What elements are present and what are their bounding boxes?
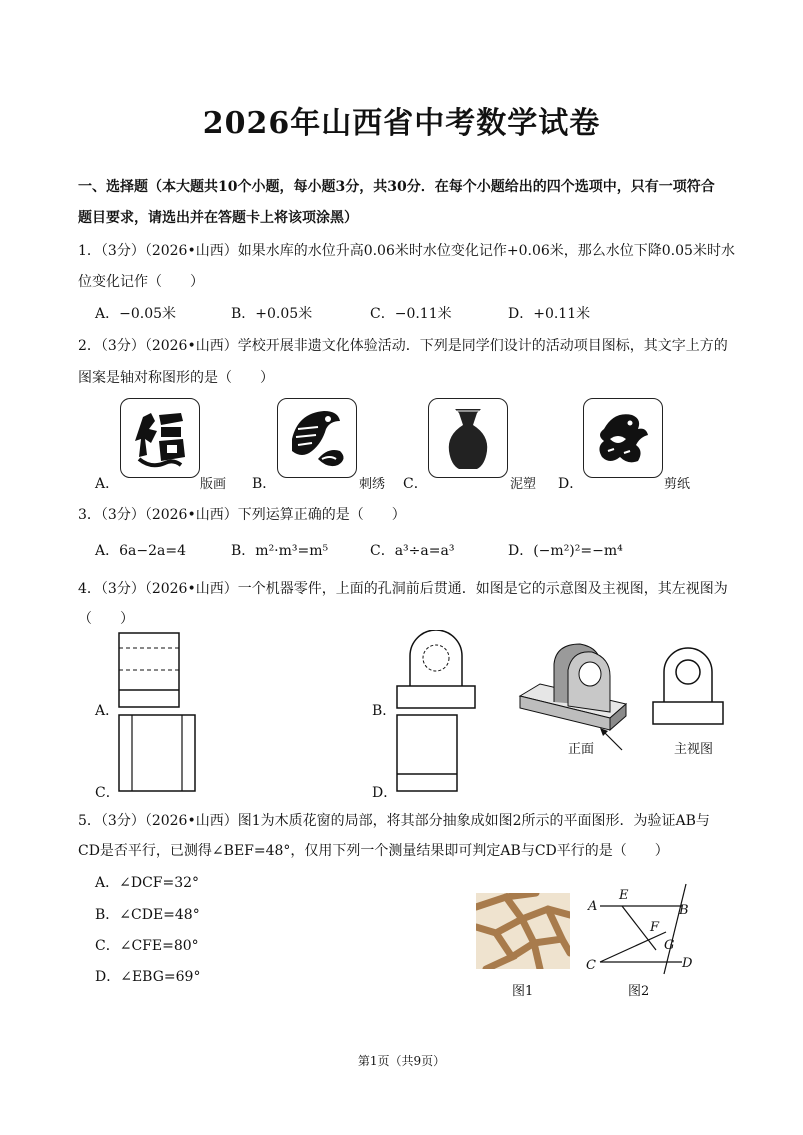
question-5-line1: 5．（3分）（2026•山西）图1为木质花窗的局部，将其部分抽象成如图2所示的平面图形．为验证AB与 [78, 813, 710, 829]
dragon-papercut-icon [583, 398, 663, 478]
point-d-label: D [682, 956, 693, 971]
point-b-label: B [679, 903, 689, 918]
q1-option-b: B．+0.05米 [231, 306, 313, 322]
q3-option-b: B．m²·m³=m⁵ [231, 543, 329, 559]
section-header-line2: 题目要求，请选出并在答题卡上将该项涂黑） [78, 210, 358, 226]
wooden-lattice-photo [476, 893, 570, 969]
q4-option-c-letter: C． [95, 785, 120, 801]
q2-option-a-caption: 版画 [200, 477, 227, 492]
q2-option-b-caption: 刺绣 [359, 477, 386, 492]
q4-option-d-letter: D． [372, 785, 398, 801]
q5-option-b: B．∠CDE=48° [95, 907, 200, 923]
q4-option-a-letter: A． [95, 703, 120, 719]
q4-option-d-figure [396, 714, 460, 794]
q4-option-c-figure [118, 714, 198, 794]
q4-option-b-letter: B． [372, 703, 397, 719]
question-5-line2: CD是否平行，已测得∠BEF=48°，仅用下列一个测量结果即可判定AB与CD平行的是（ ） [78, 843, 669, 859]
q3-option-c: C．a³÷a=a³ [370, 543, 455, 559]
main-view-figure [652, 646, 724, 728]
q5-option-c: C．∠CFE=80° [95, 938, 199, 954]
fu-character-icon [120, 398, 200, 478]
q2-option-a-letter: A． [95, 476, 120, 492]
q2-option-b-letter: B． [252, 476, 277, 492]
machine-part-3d-figure [518, 640, 634, 738]
question-1-line1: 1．（3分）（2026•山西）如果水库的水位升高0.06米时水位变化记作+0.06米，那么水位下降0.05米时水 [78, 243, 735, 259]
q4-option-b-figure [396, 630, 478, 712]
point-e-label: E [619, 888, 629, 903]
q2-option-d-letter: D． [558, 476, 584, 492]
point-a-label: A [588, 899, 598, 914]
q4-option-a-figure [118, 632, 182, 710]
q2-option-c-letter: C． [403, 476, 428, 492]
vase-icon [428, 398, 508, 478]
q2-option-c-caption: 泥塑 [510, 477, 537, 492]
question-4-line1: 4．（3分）（2026•山西）一个机器零件，上面的孔洞前后贯通．如图是它的示意图及主视图，其左视图为 [78, 581, 728, 597]
q1-option-d: D．+0.11米 [508, 306, 591, 322]
q5-option-d: D．∠EBG=69° [95, 969, 201, 985]
section-header-line1: 一、选择题（本大题共10个小题，每小题3分，共30分．在每个小题给出的四个选项中，只有一项符合 [78, 179, 715, 195]
point-c-label: C [586, 958, 596, 973]
q2-option-d-caption: 剪纸 [664, 477, 691, 492]
figure-1-label: 图1 [512, 984, 534, 999]
q3-option-d: D．(−m²)²=−m⁴ [508, 543, 623, 559]
fish-icon [277, 398, 357, 478]
q5-option-a: A．∠DCF=32° [95, 875, 200, 891]
q1-option-a: A．−0.05米 [95, 306, 177, 322]
page-footer: 第1页（共9页） [357, 1054, 446, 1068]
q3-option-a: A．6a−2a=4 [95, 543, 186, 559]
page-title: 2026年山西省中考数学试卷 [202, 106, 601, 141]
front-label: 正面 [568, 742, 595, 757]
question-2-line1: 2．（3分）（2026•山西）学校开展非遗文化体验活动．下列是同学们设计的活动项目图标，其文字上方的 [78, 338, 728, 354]
main-view-label: 主视图 [674, 742, 714, 757]
q1-option-c: C．−0.11米 [370, 306, 452, 322]
point-g-label: G [664, 938, 675, 953]
question-2-line2: 图案是轴对称图形的是（ ） [78, 370, 274, 386]
figure-2-label: 图2 [628, 984, 650, 999]
front-arrow-icon [596, 726, 626, 754]
point-f-label: F [650, 920, 660, 935]
question-1-line2: 位变化记作（ ） [78, 274, 204, 290]
question-3-line1: 3．（3分）（2026•山西）下列运算正确的是（ ） [78, 507, 406, 523]
question-4-line2: （ ） [78, 611, 134, 627]
